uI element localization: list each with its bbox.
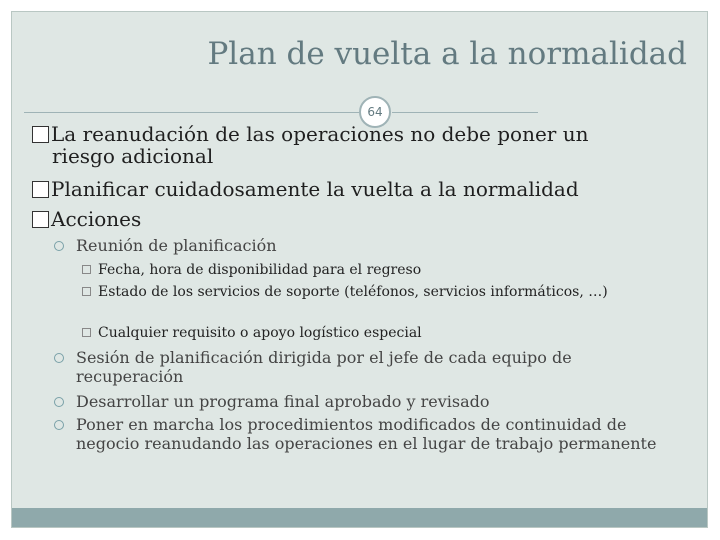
slide-title: Plan de vuelta a la normalidad bbox=[207, 36, 687, 72]
square-bullet-icon bbox=[82, 287, 91, 296]
subsubbullet-1 bbox=[82, 262, 682, 279]
slide bbox=[11, 11, 708, 528]
subsubbullet-2 bbox=[82, 284, 682, 301]
subsubbullet-text: Fecha, hora de disponibilidad para el regreso bbox=[98, 262, 422, 278]
square-bullet-icon bbox=[82, 328, 91, 337]
subsubbullet-text: Estado de los servicios de soporte (teléfonos, servicios informáticos, …) bbox=[98, 284, 608, 300]
subsubbullet-3 bbox=[82, 325, 682, 342]
bullet-text: Acciones bbox=[51, 207, 142, 231]
subbullet-text: Sesión de planificación dirigida por el jefe de cada equipo de recuperación bbox=[76, 348, 572, 386]
square-bullet-icon bbox=[32, 126, 49, 143]
circle-bullet-icon bbox=[54, 241, 64, 251]
bullet-text: La reanudación de las operaciones no debe poner un bbox=[51, 122, 589, 146]
subbullet-text: Poner en marcha los procedimientos modificados de continuidad de negocio reanudando las operaciones en el lugar de trabajo permanente bbox=[76, 415, 657, 453]
footer-bar bbox=[12, 508, 707, 527]
subbullet-2 bbox=[54, 348, 674, 386]
circle-bullet-icon bbox=[54, 420, 64, 430]
square-bullet-icon bbox=[32, 211, 49, 228]
square-bullet-icon bbox=[32, 181, 49, 198]
circle-bullet-icon bbox=[54, 353, 64, 363]
subbullet-3 bbox=[54, 392, 674, 411]
bullet-1 bbox=[32, 123, 672, 167]
subbullet-text: Desarrollar un programa final aprobado y revisado bbox=[76, 392, 490, 411]
bullet-text-continued: riesgo adicional bbox=[52, 144, 214, 168]
bullet-text: Planificar cuidadosamente la vuelta a la normalidad bbox=[51, 177, 579, 201]
circle-bullet-icon bbox=[54, 397, 64, 407]
page-number-badge: 64 bbox=[359, 96, 391, 128]
subbullet-text: Reunión de planificación bbox=[76, 236, 277, 255]
subbullet-4 bbox=[54, 415, 674, 453]
bullet-3 bbox=[32, 208, 672, 230]
bullet-2 bbox=[32, 178, 672, 200]
subsubbullet-text: Cualquier requisito o apoyo logístico especial bbox=[98, 325, 422, 341]
slide-body bbox=[12, 12, 709, 529]
subbullet-1 bbox=[54, 236, 674, 255]
square-bullet-icon bbox=[82, 265, 91, 274]
